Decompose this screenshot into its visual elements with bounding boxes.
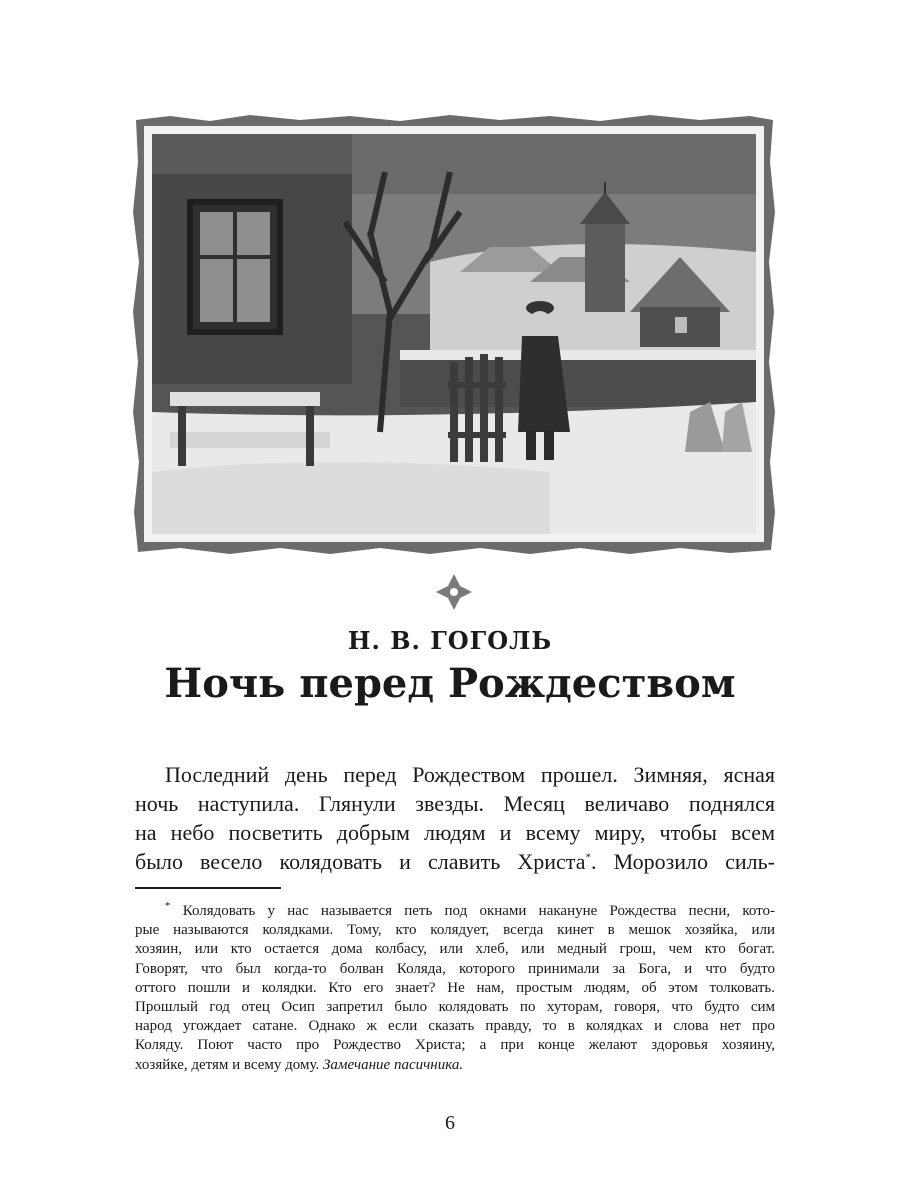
page-number: 6 — [445, 1112, 455, 1134]
footnote-line: хозяин, или кто остается дома колбасу, или хлеб, или медный грош, чем кто богат. — [135, 941, 775, 958]
story-title: Ночь перед Рождеством — [164, 660, 736, 707]
body-line-text: . Морозило силь- — [590, 849, 775, 874]
footnote-line: оттого пошли и колядки. Кто его знает? Не нам, простым людям, об этом толковать. — [135, 979, 775, 996]
bench — [170, 392, 320, 406]
footnote-line-text: Колядовать у нас называется петь под окнами накануне Рождества песни, кото- — [182, 903, 775, 919]
body-line: ночь наступила. Глянули звезды. Месяц величаво поднялся — [135, 791, 775, 816]
footnote-mark: * — [165, 900, 171, 912]
footnote-line — [135, 902, 775, 921]
footnote-line-text: хозяйке, детям и всему дому. — [135, 1056, 320, 1073]
author-name: Н. В. ГОГОЛЬ — [347, 626, 553, 655]
body-line-text: было весело колядовать и славить Христа — [135, 849, 586, 874]
footnote-line: Прошлый год отец Осип запретил было колядовать по хуторам, говоря, что будто сим — [135, 999, 775, 1016]
footnote-line: рые называются колядками. Тому, кто колядует, всегда кинет в мешок хозяйка, или — [135, 922, 775, 939]
footnote-line — [135, 1056, 775, 1075]
footnote-attribution: Замечание пасичника. — [323, 1056, 464, 1073]
church-tower — [585, 222, 625, 312]
footnote-divider — [135, 887, 281, 889]
story-body — [135, 760, 775, 876]
ornament-divider-icon — [434, 572, 474, 612]
winter-village-illustration — [130, 112, 778, 556]
footnote-line: Говорят, что был когда-то болван Коляда, которого принимали за Бога, и что будто — [135, 960, 775, 977]
footnote-line: народ угождает сатане. Однако ж если сказать правду, то в колядках и слова нет про — [135, 1018, 775, 1035]
body-line: на небо посветить добрым людям и всему миру, чтобы всем — [135, 820, 775, 845]
footnote-line: Коляду. Поют часто про Рождество Христа; а при конце желают здоровья хозяину, — [135, 1037, 775, 1054]
body-line-with-footnote — [135, 847, 775, 876]
footnote-reference: * — [585, 851, 591, 864]
footnote — [135, 902, 775, 1075]
body-line: Последний день перед Рождеством прошел. Зимняя, ясная — [165, 762, 775, 787]
